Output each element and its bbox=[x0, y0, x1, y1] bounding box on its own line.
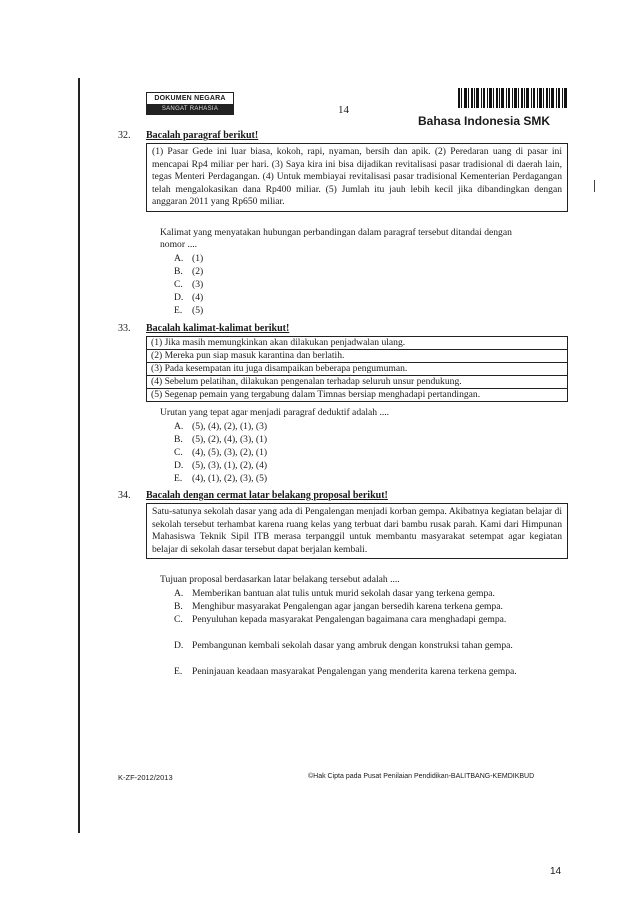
option-text: (1) bbox=[192, 253, 204, 264]
option-letter: A. bbox=[174, 253, 184, 264]
answer-option[interactable] bbox=[174, 601, 568, 614]
option-letter: B. bbox=[174, 266, 183, 277]
question-text: Urutan yang tepat agar menjadi paragraf deduktif adalah .... bbox=[160, 407, 390, 418]
option-text: Memberikan bantuan alat tulis untuk murid sekolah dasar yang terkena gempa. bbox=[192, 588, 495, 599]
sentence-line: (3) Pada kesempatan itu juga disampaikan beberapa pengumuman. bbox=[147, 363, 567, 376]
secret-label: SANGAT RAHASIA bbox=[147, 104, 233, 114]
option-letter: A. bbox=[174, 421, 184, 432]
answer-option[interactable] bbox=[174, 279, 203, 292]
doc-label: DOKUMEN NEGARA bbox=[154, 95, 226, 102]
subject-title: Bahasa Indonesia SMK bbox=[418, 114, 551, 128]
answer-option[interactable] bbox=[174, 460, 267, 473]
page-number: 14 bbox=[338, 104, 349, 116]
question-title: Bacalah kalimat-kalimat berikut! bbox=[146, 323, 290, 334]
answer-option[interactable] bbox=[174, 666, 568, 679]
answer-option[interactable] bbox=[174, 588, 568, 601]
page-corner-number: 14 bbox=[550, 866, 562, 877]
question-text: Tujuan proposal berdasarkan latar belakang tersebut adalah .... bbox=[160, 574, 400, 585]
answer-option[interactable] bbox=[174, 434, 267, 447]
answer-option[interactable] bbox=[174, 473, 267, 486]
answer-option[interactable] bbox=[174, 253, 203, 266]
option-letter: E. bbox=[174, 666, 183, 677]
option-text: (3) bbox=[192, 279, 204, 290]
sentence-line: (5) Segenap pemain yang tergabung dalam Timnas bersiap menghadapi pertandingan. bbox=[151, 389, 481, 400]
option-letter: C. bbox=[174, 447, 183, 458]
option-text: Peninjauan keadaan masyarakat Pengalengan yang menderita karena terkena gempa. bbox=[192, 666, 517, 677]
answer-option[interactable] bbox=[174, 640, 568, 653]
option-text: (4), (5), (3), (2), (1) bbox=[192, 447, 268, 458]
option-text: (5) bbox=[192, 305, 204, 316]
sentence-line: (2) Mereka pun siap masuk karantina dan berlatih. bbox=[147, 350, 567, 363]
passage-box: Satu-satunya sekolah dasar yang ada di Pengalengan menjadi korban gempa. Akibatnya kegiatan belajar di sekolah tersebut terhambat karena ruang kelas yang terbuat dari bambu rusak parah. Kami dari Himpunan Mahasiswa Teknik Sipil ITB merasa terpanggil untuk membantu masyarakat setempat agar kegiatan belajar di sekolah dasar tersebut dapat berjalan kembali. bbox=[146, 503, 568, 559]
document-code: K-ZF-2012/2013 bbox=[118, 773, 173, 782]
sentence-list-box bbox=[146, 336, 568, 402]
page-left-edge bbox=[78, 78, 80, 833]
option-letter: A. bbox=[174, 588, 184, 599]
option-letter: E. bbox=[174, 305, 183, 316]
page-right-mark bbox=[594, 180, 595, 192]
option-text: Pembangunan kembali sekolah dasar yang ambruk dengan konstruksi tahan gempa. bbox=[192, 640, 513, 651]
answer-option[interactable] bbox=[174, 614, 568, 627]
question-number: 32. bbox=[118, 130, 131, 141]
option-text: (5), (3), (1), (2), (4) bbox=[192, 460, 268, 471]
sentence-line: (4) Sebelum pelatihan, dilakukan pengenalan terhadap seluruh unsur pendukung. bbox=[147, 376, 567, 389]
answer-option[interactable] bbox=[174, 447, 267, 460]
option-text: (5), (4), (2), (1), (3) bbox=[192, 421, 268, 432]
option-letter: D. bbox=[174, 460, 184, 471]
option-text: (5), (2), (4), (3), (1) bbox=[192, 434, 268, 445]
passage-box: (1) Pasar Gede ini luar biasa, kokoh, rapi, nyaman, bersih dan apik. (2) Peredaran uang di pasar ini mencapai Rp4 miliar per hari. (3) Saya kira ini bisa dijadikan revitalisasi pasar tradisional di daerah lain, tegas Menteri Perdagangan. (4) Untuk membiayai revitalisasi pasar tradisional Kementerian Perdagangan telah mengalokasikan dana Rp400 miliar. (5) Jumlah itu jauh lebih kecil jika dibandingkan dengan anggaran 2011 yang Rp650 miliar. bbox=[146, 143, 568, 212]
option-letter: D. bbox=[174, 640, 184, 651]
document-classification-box bbox=[146, 92, 234, 115]
sentence-line: (1) Jika masih memungkinkan akan dilakukan penjadwalan ulang. bbox=[147, 337, 567, 350]
answer-option[interactable] bbox=[174, 421, 267, 434]
question-number: 34. bbox=[118, 490, 131, 501]
question-title: Bacalah dengan cermat latar belakang proposal berikut! bbox=[146, 490, 388, 501]
option-text: (4), (1), (2), (3), (5) bbox=[192, 473, 268, 484]
answer-option[interactable] bbox=[174, 305, 203, 318]
option-letter: C. bbox=[174, 279, 183, 290]
answer-option[interactable] bbox=[174, 292, 203, 305]
answer-option[interactable] bbox=[174, 266, 203, 279]
option-text: (4) bbox=[192, 292, 204, 303]
question-title: Bacalah paragraf berikut! bbox=[146, 130, 259, 141]
question-text: nomor .... bbox=[160, 239, 198, 250]
option-text: Penyuluhan kepada masyarakat Pengalengan bagaimana cara menghadapi gempa. bbox=[192, 614, 507, 625]
option-text: Menghibur masyarakat Pengalengan agar jangan bersedih karena terkena gempa. bbox=[192, 601, 503, 612]
barcode-icon bbox=[458, 88, 568, 108]
question-text: Kalimat yang menyatakan hubungan perbandingan dalam paragraf tersebut ditandai dengan bbox=[160, 227, 512, 238]
option-letter: B. bbox=[174, 434, 183, 445]
option-text: (2) bbox=[192, 266, 204, 277]
option-letter: C. bbox=[174, 614, 183, 625]
option-letter: B. bbox=[174, 601, 183, 612]
option-letter: E. bbox=[174, 473, 183, 484]
question-number: 33. bbox=[118, 323, 131, 334]
option-letter: D. bbox=[174, 292, 184, 303]
copyright-notice: ©Hak Cipta pada Pusat Penilaian Pendidikan-BALITBANG-KEMDIKBUD bbox=[308, 773, 535, 780]
